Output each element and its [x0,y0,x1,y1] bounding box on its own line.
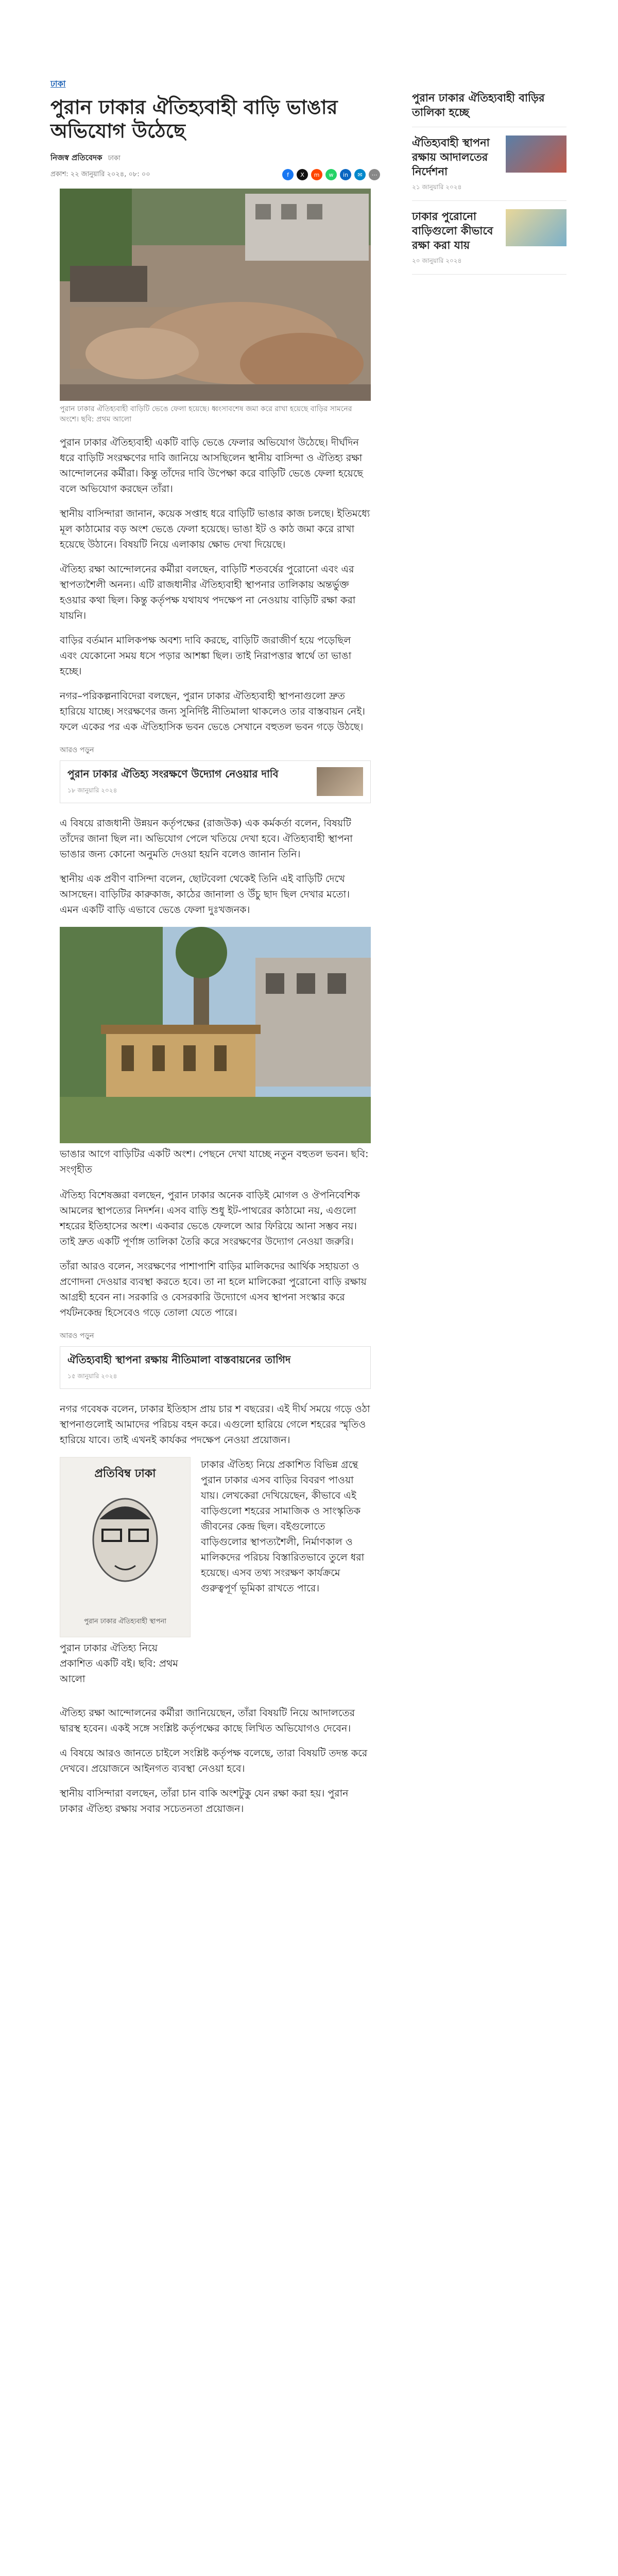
read-more-title[interactable]: পুরান ঢাকার ঐতিহ্য সংরক্ষণে উদ্যোগ নেওয়ার দাবি [67,768,279,780]
paragraph: এ বিষয়ে রাজধানী উন্নয়ন কর্তৃপক্ষের (রাজউক) এক কর্মকর্তা বলেন, বিষয়টি তাঁদের জানা ছিল না। অভিযোগ পেলে খতিয়ে দেখা হবে। ঐতিহ্যবাহী স্থাপনা ভাঙার জন্য কোনো অনুমতি দেওয়া হয়নি বলেও জানান তিনি। [60,818,353,860]
sidebar-thumbnail[interactable] [506,209,566,246]
linkedin-icon[interactable]: in [340,169,351,180]
category-link[interactable]: ঢাকা [50,79,66,89]
more-share-icon[interactable]: ⋯ [369,169,380,180]
sidebar-card[interactable] [412,135,566,201]
sidebar-headline[interactable]: ঐতিহ্যবাহী স্থাপনা রক্ষায় আদালতের নির্দেশনা [412,137,490,178]
publish-row [50,169,380,180]
paragraph: নগর–পরিকল্পনাবিদেরা বলছেন, পুরান ঢাকার ঐতিহ্যবাহী স্থাপনাগুলো দ্রুত হারিয়ে যাচ্ছে। সংরক্ষণের জন্য সুনির্দিষ্ট নীতিমালা থাকলেও তার বাস্তবায়ন নেই। ফলে একের পর এক ঐতিহাসিক ভবন ভেঙে সেখানে বহুতল ভবন গড়ে উঠছে। [60,690,365,733]
book-cover [60,1457,191,1637]
book-figure [60,1457,191,1696]
book-subtitle: পুরান ঢাকার ঐতিহ্যবাহী স্থাপনা [84,1618,166,1625]
heritage-house-image [60,927,371,1143]
read-more-text [67,1353,363,1382]
sidebar-thumbnail[interactable] [506,135,566,173]
article-headline: পুরান ঢাকার ঐতিহ্যবাহী বাড়ি ভাঙার অভিযোগ উঠেছে [50,96,338,142]
whatsapp-icon[interactable]: w [325,169,337,180]
book-caption: পুরান ঢাকার ঐতিহ্য নিয়ে প্রকাশিত একটি বই। ছবি: প্রথম আলো [60,1642,178,1685]
book-paragraph: ঢাকার ঐতিহ্য নিয়ে প্রকাশিত বিভিন্ন গ্রন্থে পুরান ঢাকার এসব বাড়ির বিবরণ পাওয়া যায়। লেখকেরা দেখিয়েছেন, কীভাবে এই বাড়িগুলো শহরের সামাজিক ও সাংস্কৃতিক জীবনের কেন্দ্র ছিল। বইগুলোতে বাড়িগুলোর স্থাপত্যশৈলী, নির্মাণকাল ও মালিকদের পরিচয় বিস্তারিতভাবে তুলে ধরা হয়েছে। এসব তথ্য সংরক্ষণ কার্যক্রমে গুরুত্বপূর্ণ ভূমিকা রাখতে পারে। [201,1459,365,1594]
paragraph: বাড়ির বর্তমান মালিকপক্ষ অবশ্য দাবি করছে, বাড়িটি জরাজীর্ণ হয়ে পড়েছিল এবং যেকোনো সময় ধসে পড়ার আশঙ্কা ছিল। তাই নিরাপত্তার স্বার্থে তা ভাঙা হচ্ছে। [60,635,352,677]
paragraph: ঐতিহ্য রক্ষা আন্দোলনের কর্মীরা বলছেন, বাড়িটি শতবর্ষের পুরোনো এবং এর স্থাপত্যশৈলী অনন্য। এটি রাজধানীর ঐতিহ্যবাহী স্থাপনার তালিকায় অন্তর্ভুক্ত হওয়ার কথা ছিল। কিন্তু কর্তৃপক্ষ যথাযথ পদক্ষেপ না নেওয়ায় বাড়িটি রক্ষা করা যায়নি। [60,564,356,621]
paragraph: এ বিষয়ে আরও জানতে চাইলে সংশ্লিষ্ট কর্তৃপক্ষ বলেছে, তারা বিষয়টি তদন্ত করে দেখবে। প্রয়োজনে আইনগত ব্যবস্থা নেওয়া হবে। [60,1748,368,1774]
sidebar-text [412,209,501,267]
publish-time: প্রকাশ: ২২ জানুয়ারি ২০২৪, ০৮: ০০ [50,170,150,178]
paragraph: ঐতিহ্য রক্ষা আন্দোলনের কর্মীরা জানিয়েছেন, তাঁরা বিষয়টি নিয়ে আদালতের দ্বারস্থ হবেন। একই সঙ্গে সংশ্লিষ্ট কর্তৃপক্ষের কাছে লিখিত অভিযোগও দেবেন। [60,1707,355,1734]
paragraph: স্থানীয় বাসিন্দারা বলছেন, তাঁরা চান বাকি অংশটুকু যেন রক্ষা করা হয়। পুরান ঢাকার ঐতিহ্য রক্ষায় সবার সচেতনতা প্রয়োজন। [60,1788,349,1815]
article-body [60,435,371,1817]
read-more-label: আরও পড়ুন [60,1332,94,1340]
sidebar-time: ২০ জানুয়ারি ২০২৪ [412,257,462,264]
x-icon[interactable]: X [297,169,308,180]
sidebar-headline[interactable]: পুরান ঢাকার ঐতিহ্যবাহী বাড়ির তালিকা হচ্ছে [412,92,545,118]
lead-photo-figure [60,189,371,425]
lead-photo [60,189,371,401]
read-more-card[interactable] [60,760,371,803]
sidebar-card[interactable] [412,91,566,127]
second-photo [60,927,371,1143]
main-column [50,77,380,1826]
author-name[interactable] [50,152,380,165]
author-label: নিজস্ব প্রতিবেদক [50,153,102,162]
sidebar-card[interactable] [412,209,566,275]
paragraph: পুরান ঢাকার ঐতিহ্যবাহী একটি বাড়ি ভেঙে ফেলার অভিযোগ উঠেছে। দীর্ঘদিন ধরে বাড়িটি সংরক্ষণের দাবি জানিয়ে আসছিলেন স্থানীয় বাসিন্দা ও ঐতিহ্য রক্ষা আন্দোলনের কর্মীরা। কিন্তু তাঁদের দাবি উপেক্ষা করে বাড়িটি ভেঙে ফেলা হয়েছে বলে অভিযোগ করছেন তাঁরা। [60,437,363,495]
paragraph: ঐতিহ্য বিশেষজ্ঞরা বলছেন, পুরান ঢাকার অনেক বাড়িই মোগল ও ঔপনিবেশিক আমলের স্থাপত্যের নিদর্শন। এসব বাড়ি শুধু ইট-পাথরের কাঠামো নয়, এগুলো শহরের ইতিহাসের অংশ। একবার ভেঙে ফেললে আর ফিরিয়ে আনা সম্ভব নয়। তাই দ্রুত একটি পূর্ণাঙ্গ তালিকা তৈরি করে সংরক্ষণের উদ্যোগ নেওয়া জরুরি। [60,1190,360,1247]
sidebar-row [412,209,566,267]
read-more-time: ১৮ জানুয়ারি ২০২৪ [67,787,117,794]
read-more-text [67,767,312,796]
paragraph: তাঁরা আরও বলেন, সংরক্ষণের পাশাপাশি বাড়ির মালিকদের আর্থিক সহায়তা ও প্রণোদনা দেওয়ার ব্যবস্থা করতে হবে। তা না হলে মালিকেরা পুরোনো বাড়ি রক্ষায় আগ্রহী হবেন না। সরকারি ও বেসরকারি উদ্যোগে এসব স্থাপনা সংস্কার করে পর্যটনকেন্দ্র হিসেবেও গড়ে তোলা যেতে পারে। [60,1261,367,1318]
read-more-title[interactable]: ঐতিহ্যবাহী স্থাপনা রক্ষায় নীতিমালা বাস্তবায়নের তাগিদ [67,1353,291,1366]
read-more-thumbnail[interactable] [317,767,363,796]
paragraph: নগর গবেষক বলেন, ঢাকার ইতিহাস প্রায় চার শ বছরের। এই দীর্ঘ সময়ে গড়ে ওঠা স্থাপনাগুলোই আমাদের পরিচয় বহন করে। এগুলো হারিয়ে গেলে শহরের স্মৃতিও হারিয়ে যাবে। তাই এখনই কার্যকর পদক্ষেপ নেওয়া প্রয়োজন। [60,1403,370,1446]
read-more-label: আরও পড়ুন [60,746,94,754]
sidebar-time: ২১ জানুয়ারি ২০২৪ [412,183,462,191]
second-photo-caption: ভাঙার আগে বাড়িটির একটি অংশ। পেছনে দেখা যাচ্ছে নতুন বহুতল ভবন। ছবি: সংগৃহীত [60,1148,369,1175]
demolition-site-image [60,189,371,401]
messenger-icon[interactable]: m [311,169,322,180]
email-icon[interactable]: ✉ [354,169,366,180]
book-block [60,1457,371,1696]
author-location: ঢাকা [108,155,121,162]
read-more-card[interactable] [60,1346,371,1389]
lead-photo-caption: পুরান ঢাকার ঐতিহ্যবাহী বাড়িটি ভেঙে ফেলা হয়েছে। ধ্বংসাবশেষ জমা করে রাখা হয়েছে বাড়ির সামনের অংশে। ছবি: প্রথম আলো [60,405,352,423]
paragraph: স্থানীয় এক প্রবীণ বাসিন্দা বলেন, ছোটবেলা থেকেই তিনি এই বাড়িটি দেখে আসছেন। বাড়িটির কারুকাজ, কাঠের জানালা ও উঁচু ছাদ ছিল দেখার মতো। এমন একটি বাড়ি এভাবে ভেঙে ফেলা দুঃখজনক। [60,873,350,916]
sidebar-row [412,135,566,193]
read-more-time: ১৫ জানুয়ারি ২০২৪ [67,1372,117,1380]
book-title: প্রতিবিম্ব ঢাকা [94,1467,156,1480]
facebook-icon[interactable]: f [282,169,294,180]
paragraph: স্থানীয় বাসিন্দারা জানান, কয়েক সপ্তাহ ধরে বাড়িটি ভাঙার কাজ চলছে। ইতিমধ্যে মূল কাঠামোর বড় অংশ ভেঙে ফেলা হয়েছে। ভাঙা ইট ও কাঠ জমা করে রাখা হয়েছে উঠানে। বিষয়টি নিয়ে এলাকায় ক্ষোভ দেখা দিয়েছে। [60,508,370,550]
sidebar-headline[interactable]: ঢাকার পুরোনো বাড়িগুলো কীভাবে রক্ষা করা যায় [412,210,493,251]
book-portrait-image [79,1488,171,1602]
share-bar [282,169,380,180]
sidebar-text [412,135,501,193]
sidebar [412,91,566,283]
